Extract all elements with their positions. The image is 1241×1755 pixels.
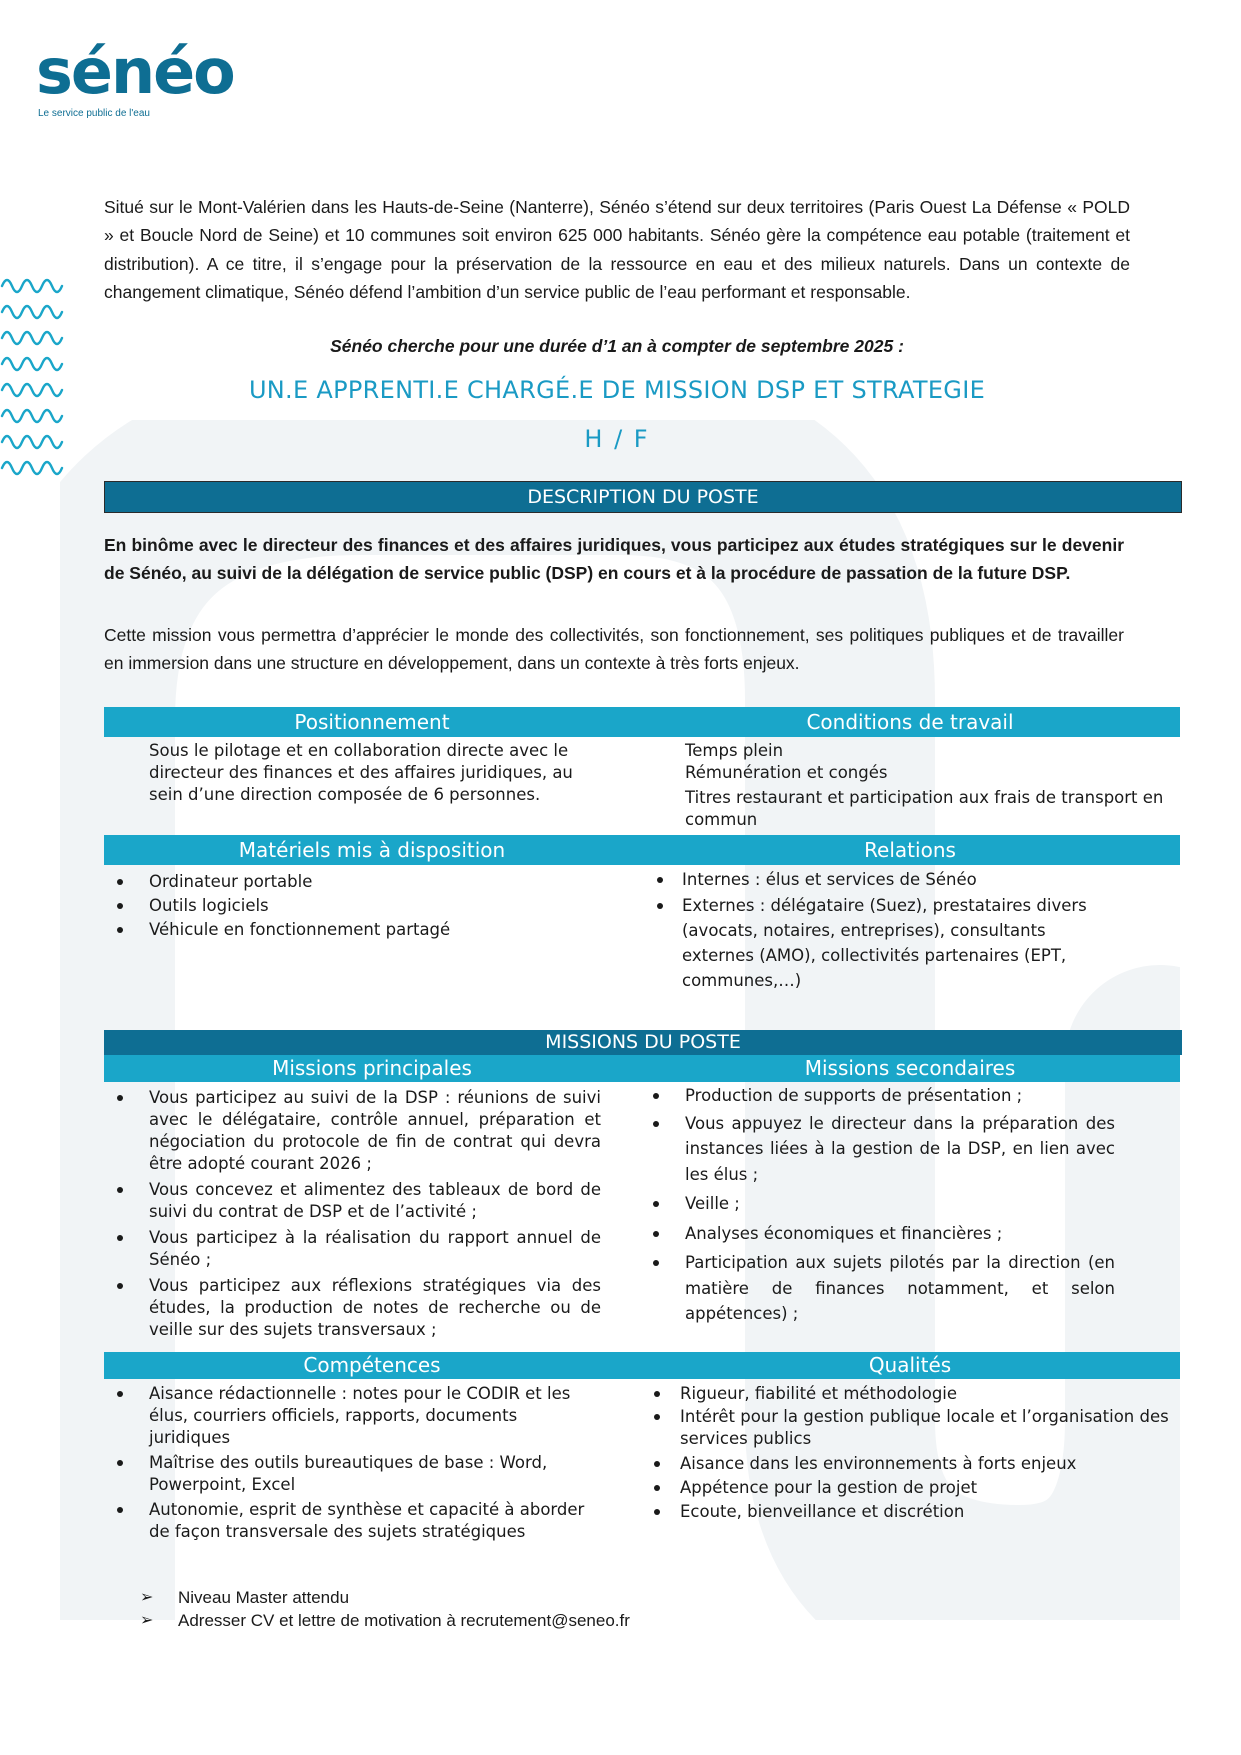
final-notes <box>140 1586 630 1632</box>
description-bold-paragraph: En binôme avec le directeur des finances et des affaires juridiques, vous participez aux études stratégiques sur le devenir de Sénéo, au suivi de la délégation de service public (DSP) en cours et à la procédure de passation de la future DSP. <box>104 535 1124 584</box>
list-item: Production de supports de présentation ; <box>685 1083 1115 1109</box>
list-item: Ordinateur portable <box>149 870 589 894</box>
qualites-header: Qualités <box>640 1352 1180 1379</box>
seneo-logo <box>36 35 266 132</box>
list-item: Intérêt pour la gestion publique locale et l’organisation des services publics <box>680 1406 1185 1450</box>
qualites-list <box>680 1383 1185 1523</box>
conditions-list <box>685 740 1180 831</box>
list-item: Ecoute, bienveillance et discrétion <box>680 1501 1185 1523</box>
bullet-icon <box>117 1391 123 1397</box>
missions-secondaires-list <box>685 1083 1115 1327</box>
condition-item: Titres restaurant et participation aux frais de transport en commun <box>685 788 1164 829</box>
list-item: Appétence pour la gestion de projet <box>680 1477 1185 1499</box>
relations-list <box>682 867 1102 993</box>
final-note-contact: Adresser CV et lettre de motivation à recrutement@seneo.fr <box>178 1611 630 1630</box>
list-item: Autonomie, esprit de synthèse et capacité à aborder de façon transversale des sujets stratégiques <box>149 1499 599 1543</box>
list-item: Aisance dans les environnements à forts enjeux <box>680 1453 1185 1475</box>
missions-principales-list <box>149 1087 601 1341</box>
bullet-icon <box>117 1283 123 1289</box>
logo-wordmark: sénéo <box>36 35 234 108</box>
job-title: UN.E APPRENTI.E CHARGÉ.E DE MISSION DSP ET STRATEGIE <box>248 376 986 404</box>
list-item: Vous participez à la réalisation du rapport annuel de Sénéo ; <box>149 1227 601 1271</box>
intro-paragraph: Situé sur le Mont-Valérien dans les Hauts-de-Seine (Nanterre), Sénéo s’étend sur deux territoires (Paris Ouest La Défense « POLD » et Boucle Nord de Seine) et 10 communes soit environ 625 000 habitants. Sénéo gère la compétence eau potable (traitement et distribution). A ce titre, il s’engage pour la préservation de la ressource en eau et des milieux naturels. Dans un contexte de changement climatique, Sénéo défend l’ambition d’un service public de l’eau performant et responsable. <box>104 197 1130 302</box>
description-paragraph: Cette mission vous permettra d’apprécier le monde des collectivités, son fonctionnement, ses politiques publiques et de travailler en immersion dans une structure en développement, dans un contexte à très forts enjeux. <box>104 625 1124 674</box>
list-item: Analyses économiques et financières ; <box>685 1221 1115 1247</box>
bullet-icon <box>653 1093 659 1099</box>
bullet-icon <box>653 1121 659 1127</box>
bullet-icon <box>657 877 663 883</box>
missions-principales-header: Missions principales <box>104 1055 640 1082</box>
list-item: Rigueur, fiabilité et méthodologie <box>680 1383 1185 1405</box>
condition-item: Rémunération et congés <box>685 763 888 782</box>
bullet-icon <box>117 1235 123 1241</box>
positionnement-text: Sous le pilotage et en collaboration directe avec le directeur des finances et des affaires juridiques, au sein d’une direction composée de 6 personnes. <box>149 741 573 804</box>
bullet-icon <box>654 1509 660 1515</box>
wave-decoration-icon <box>0 272 66 488</box>
bullet-icon <box>653 1260 659 1266</box>
list-item: Vous participez au suivi de la DSP : réunions de suivi avec le délégataire, contrôle annuel, préparation et négociation du protocole de fin de contrat qui devra être adopté courant 2026 ; <box>149 1087 601 1175</box>
bullet-icon <box>654 1485 660 1491</box>
bullet-icon <box>117 1187 123 1193</box>
competences-header: Compétences <box>104 1352 640 1379</box>
bullet-icon <box>653 1201 659 1207</box>
bullet-icon <box>654 1414 660 1420</box>
bullet-icon <box>654 1461 660 1467</box>
arrow-bullet-icon: ➢ <box>140 1612 154 1629</box>
bullet-icon <box>117 903 123 909</box>
bullet-icon <box>117 927 123 933</box>
relations-header: Relations <box>640 835 1180 865</box>
list-item: Externes : délégataire (Suez), prestataires divers (avocats, notaires, entreprises), consultants externes (AMO), collectivités partenaires (EPT, communes,…) <box>682 893 1102 993</box>
description-header: DESCRIPTION DU POSTE <box>104 481 1182 513</box>
list-item: Vous concevez et alimentez des tableaux de bord de suivi du contrat de DSP et de l’activité ; <box>149 1179 601 1223</box>
list-item: Vous appuyez le directeur dans la préparation des instances liées à la gestion de la DSP, en lien avec les élus ; <box>685 1111 1115 1188</box>
positionnement-header: Positionnement <box>104 707 640 737</box>
list-item: Participation aux sujets pilotés par la direction (en matière de finances notamment, et selon appétences) ; <box>685 1250 1115 1327</box>
duration-callout: Sénéo cherche pour une durée d’1 an à compter de septembre 2025 : <box>330 336 904 356</box>
list-item: Aisance rédactionnelle : notes pour le CODIR et les élus, courriers officiels, rapports, documents juridiques <box>149 1383 599 1449</box>
positionnement-text-box <box>149 740 589 806</box>
bullet-icon <box>117 1460 123 1466</box>
final-note-level: Niveau Master attendu <box>178 1588 350 1607</box>
bullet-icon <box>653 1231 659 1237</box>
bullet-icon <box>117 1507 123 1513</box>
competences-list <box>149 1383 599 1543</box>
bullet-icon <box>654 1391 660 1397</box>
gender-label: H / F <box>584 425 650 453</box>
materiels-header: Matériels mis à disposition <box>104 835 640 865</box>
list-item <box>140 1586 630 1609</box>
list-item: Internes : élus et services de Sénéo <box>682 867 1102 892</box>
bullet-icon <box>117 1095 123 1101</box>
missions-secondaires-header: Missions secondaires <box>640 1055 1180 1082</box>
condition-item: Temps plein <box>685 741 784 760</box>
list-item: Maîtrise des outils bureautiques de base : Word, Powerpoint, Excel <box>149 1452 599 1496</box>
bullet-icon <box>657 903 663 909</box>
bullet-icon <box>117 879 123 885</box>
materiels-list <box>149 870 589 942</box>
list-item: Outils logiciels <box>149 894 589 918</box>
arrow-bullet-icon: ➢ <box>140 1589 154 1606</box>
list-item: Véhicule en fonctionnement partagé <box>149 918 589 942</box>
list-item: Vous participez aux réflexions stratégiques via des études, la production de notes de recherche ou de veille sur des sujets transversaux ; <box>149 1275 601 1341</box>
list-item <box>140 1609 630 1632</box>
missions-header: MISSIONS DU POSTE <box>104 1030 1182 1055</box>
list-item: Veille ; <box>685 1191 1115 1217</box>
conditions-header: Conditions de travail <box>640 707 1180 737</box>
logo-tagline: Le service public de l'eau <box>38 108 150 119</box>
